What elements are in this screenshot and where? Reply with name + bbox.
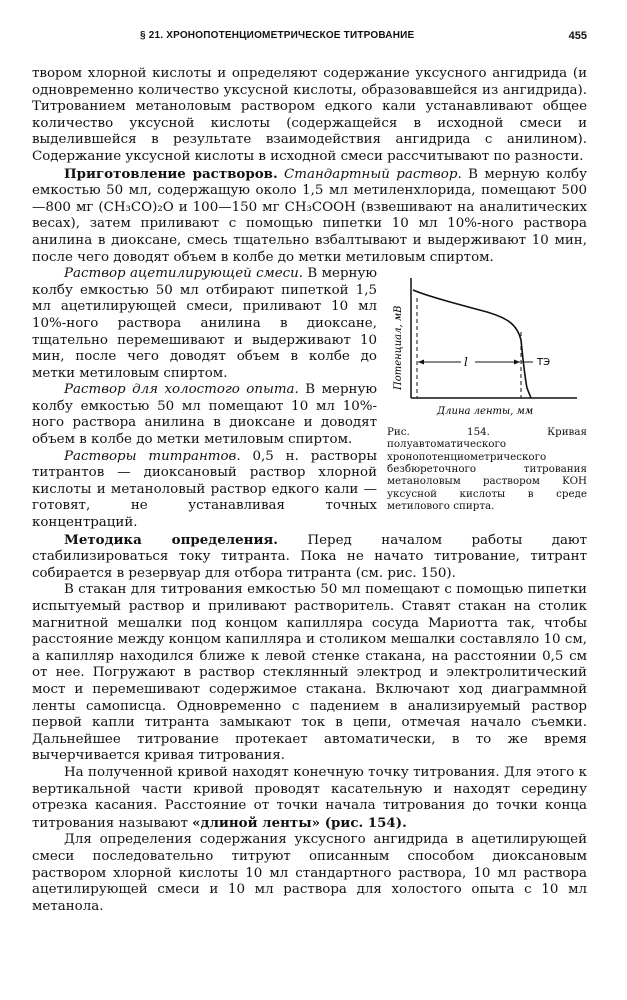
paragraph-1: твором хлорной кислоты и определяют содержание уксусного ангидрида (и одновременно количество уксусной кислоты, образовавшейся из ангидрида). Титрованием метаноловым раствором едкого кали устанавливают общее количество уксусной кислоты (содержащейся в исходной смеси и выделившейся в результате взаимодействия ангидрида с анилином). Содержание уксусной кислоты в исходной смеси рассчитывают по разности. (32, 66, 587, 164)
paragraph-method (32, 532, 587, 583)
paragraph-procedure: В стакан для титрования емкостью 50 мл помещают с помощью пипетки испытуемый раствор и приливают растворитель. Ставят стакан на столик магнитной мешалки под концом капилляра сосуда Мариотта так, чтобы расстояние между концом капилляра и столиком мешалки составляло 10 см, а капилляр находился ближе к левой стенке стакана, на расстоянии 0,5 см от нее. Погружают в раствор стеклянный электрод и электролитический мост и перемешивают содержимое стакана. Включают ход диаграммной ленты самописца. Одновременно с падением в анализируемый раствор первой капли титранта замыкают ток в цепи, отмечая начало съемки. Дальнейшее титрование протекает автоматически, в то же время вычерчивается кривая титрования. (32, 582, 587, 764)
paragraph-preparation (32, 166, 587, 267)
method-text: Перед началом работы дают стабилизироваться току титранта. Пока не начато титрование, титрант собирается в резервуар для отбора титранта (см. рис. 150). (32, 532, 587, 581)
titration-curve (413, 290, 531, 398)
titration-curve-plot (387, 270, 587, 420)
paragraph-determination: Для определения содержания уксусного ангидрида в ацетилирующей смеси последовательно титруют описанным способом диоксановым раствором хлорной кислоты 10 мл стандартного раствора, 10 мл раствора ацетилирующей смеси и 10 мл раствора для холостого опыта с 10 мл метанола. (32, 832, 587, 914)
plot-axes (411, 278, 577, 398)
running-header (30, 30, 587, 46)
te-label: ТЭ (537, 357, 551, 369)
subheading-blank-experiment: Раствор для холостого опыта. (64, 382, 299, 398)
section-heading-method: Методика определения. (64, 531, 278, 548)
l-label: l (464, 355, 468, 370)
x-axis-label: Длина ленты, мм (437, 406, 534, 418)
y-axis-label: Потенциал, мВ (393, 305, 404, 391)
end-point-text-a: На полученной кривой находят конечную точку титрования. Для этого к вертикальной части кривой проводят касательную и находят середину отрезка касания. Расстояние от точки начала титрования до точки конца титрования называют (32, 764, 587, 831)
tape-length-term: «длиной ленты» (192, 814, 321, 831)
figure-caption: Рис. 154. Кривая полуавтоматического хронопотенциометрического безбюреточного титрования метаноловым раствором KOH уксусной кислоты в среде метилового спирта. (387, 426, 587, 512)
blank-experiment-text: В мерную колбу емкостью 50 мл помещают 10 мл 10%-ного раствора анилина в диоксане и доводят объем в колбе до метки метиловым спиртом. (32, 382, 377, 448)
subheading-titrants: Растворы титрантов. (64, 448, 241, 464)
header-title: § 21. ХРОНОПОТЕНЦИОМЕТРИЧЕСКОЕ ТИТРОВАНИЕ (140, 30, 415, 41)
subheading-standard-solution: Стандартный раствор. (284, 166, 462, 182)
subheading-acetylating-mixture: Раствор ацетилирующей смеси. (64, 266, 304, 282)
section-heading-preparation: Приготовление растворов. (64, 165, 278, 182)
standard-solution-text: В мерную колбу емкостью 50 мл, содержащую около 1,5 мл метиленхлорида, помещают 500—800 мг (CH₃CO)₂O и 100—150 мг CH₃COOH (взвешивают на аналитических весах), затем приливают с помощью пипетки 10 мл 10%-ного раствора анилина в диоксане, смесь тщательно взбалтывают и выдерживают 10 мин, после чего доводят объем в колбе до метки метиловым спиртом. (32, 166, 587, 265)
arrow-head-right (514, 360, 520, 365)
end-point-text-c: (рис. 154). (320, 814, 407, 831)
acetylating-mixture-text: В мерную колбу емкостью 50 мл отбирают пипеткой 1,5 мл ацетилирующей смеси, приливают 10 мл 10%-ного раствора анилина в диоксане, тщательно перемешивают и выдерживают 10 мин, после чего доводят объем в колбе до метки метиловым спиртом. (32, 266, 378, 381)
body-text (32, 66, 587, 915)
figure-154 (387, 270, 587, 512)
paragraph-end-point (32, 765, 587, 832)
titrants-text: 0,5 н. растворы титрантов — диоксановый раствор хлорной кислоты и метаноловый раствор едкого кали — готовят, не устанавливая точных концентраций. (32, 448, 377, 531)
page-number: 455 (568, 30, 587, 42)
arrow-head-left (418, 360, 424, 365)
